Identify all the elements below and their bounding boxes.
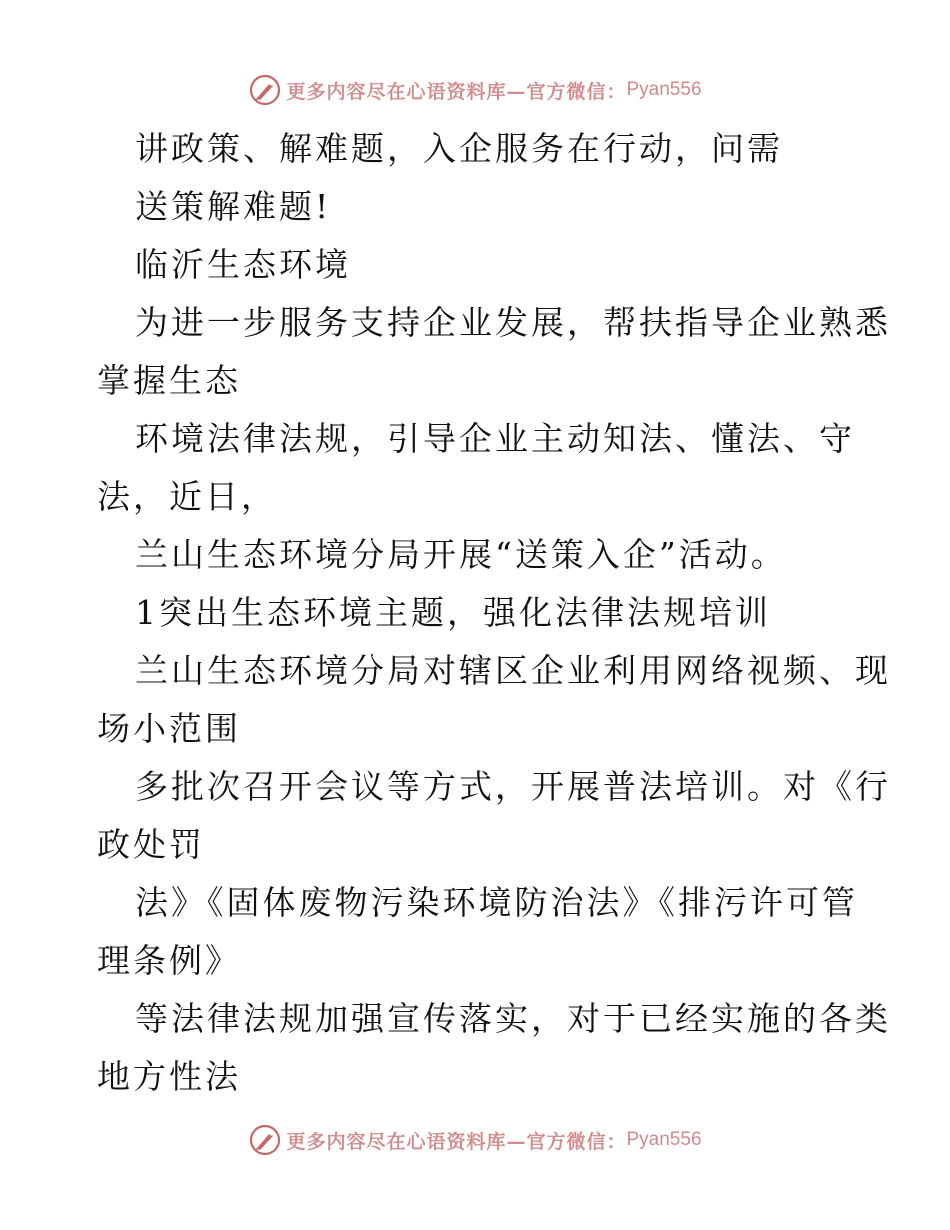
text-line: 兰山生态环境分局对辖区企业利用网络视频、现 (135, 651, 891, 690)
watermark-handle: Pyan556 (626, 1129, 702, 1150)
text-line: 临沂生态环境 (135, 245, 351, 284)
text-line: 多批次召开会议等方式，开展普法培训。对《行 (135, 767, 891, 806)
text-line: 兰山生态环境分局开展“送策入企”活动。 (135, 535, 787, 574)
pen-nib-logo-icon (248, 1123, 282, 1157)
text-line: 政处罚 (97, 825, 205, 864)
text-line: 为进一步服务支持企业发展，帮扶指导企业熟悉 (135, 303, 891, 342)
text-line: 场小范围 (97, 709, 241, 748)
footer-watermark (0, 1120, 950, 1160)
text-line: 法，近日， (97, 477, 277, 516)
pen-nib-logo-icon (248, 73, 282, 107)
header-watermark (0, 70, 950, 110)
text-line: 送策解难题! (135, 187, 332, 226)
text-line: 法》《固体废物污染环境防治法》《排污许可管 (135, 883, 858, 922)
watermark-text: 更多内容尽在心语资料库—官方微信： (286, 80, 627, 103)
text-line: 地方性法 (97, 1057, 241, 1096)
text-line: 讲政策、解难题，入企服务在行动，问需 (135, 129, 783, 168)
text-line: 掌握生态 (97, 361, 241, 400)
text-line: 等法律法规加强宣传落实，对于已经实施的各类 (135, 999, 891, 1038)
watermark-handle: Pyan556 (626, 79, 702, 100)
text-line: 理条例》 (97, 941, 241, 980)
text-line: 1突出生态环境主题，强化法律法规培训 (135, 593, 771, 632)
watermark-text: 更多内容尽在心语资料库—官方微信： (286, 1130, 627, 1153)
document-body (97, 120, 891, 1106)
text-line: 环境法律法规，引导企业主动知法、懂法、守 (135, 419, 855, 458)
